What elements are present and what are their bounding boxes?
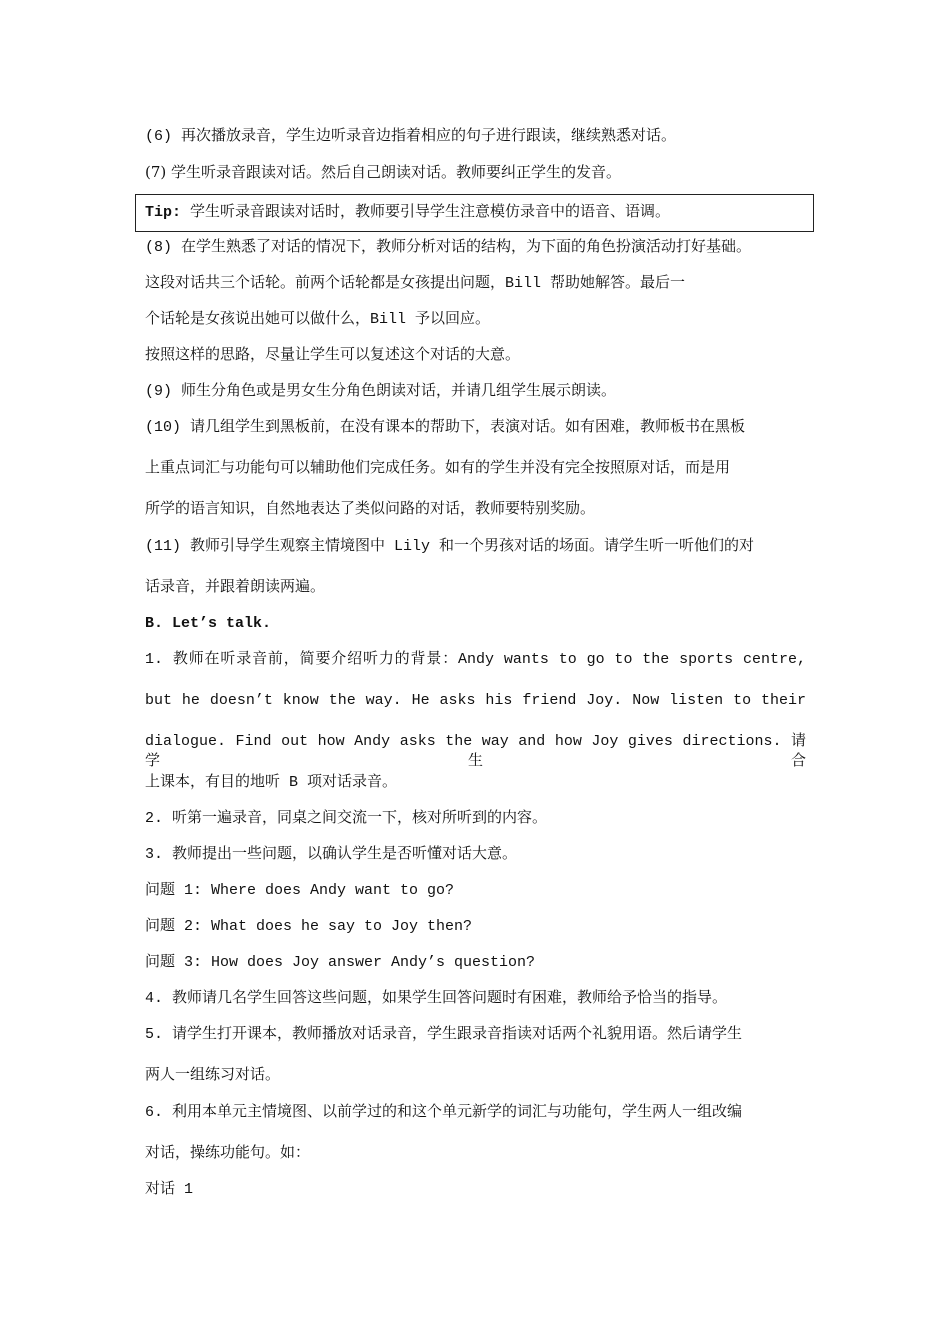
tip-box xyxy=(135,194,814,232)
text-line-11: (11) 教师引导学生观察主情境图中 Lily 和一个男孩对话的场面。请学生听一听他们的对 xyxy=(145,538,755,555)
section-heading: B. Let’s talk. xyxy=(145,615,272,632)
text-line-8b: 这段对话共三个话轮。前两个话轮都是女孩提出问题，Bill 帮助她解答。最后一 xyxy=(145,275,686,292)
text-line-11b: 话录音，并跟着朗读两遍。 xyxy=(145,579,326,596)
text-line-b3: 3. 教师提出一些问题，以确认学生是否听懂对话大意。 xyxy=(145,846,518,863)
dialogue-1-label: 对话 1 xyxy=(145,1181,194,1198)
text-line-b5: 5. 请学生打开课本，教师播放对话录音，学生跟录音指读对话两个礼貌用语。然后请学生 xyxy=(145,1026,743,1043)
tip-label: Tip: xyxy=(145,204,182,221)
text-line-10b: 上重点词汇与功能句可以辅助他们完成任务。如有的学生并没有完全按照原对话，而是用 xyxy=(145,460,731,477)
text-line-b1d: 上课本，有目的地听 B 项对话录音。 xyxy=(145,774,398,791)
text-line-b6b: 对话，操练功能句。如： xyxy=(145,1145,311,1162)
text-line-10: (10) 请几组学生到黑板前，在没有课本的帮助下，表演对话。如有困难，教师板书在黑板 xyxy=(145,419,746,436)
text-line-6: (6) 再次播放录音，学生边听录音边指着相应的句子进行跟读，继续熟悉对话。 xyxy=(145,128,677,145)
text-line-b4: 4. 教师请几名学生回答这些问题，如果学生回答问题时有困难，教师给予恰当的指导。 xyxy=(145,990,728,1007)
question-3: 问题 3: How does Joy answer Andy’s question? xyxy=(145,954,536,971)
text-line-8c: 个话轮是女孩说出她可以做什么，Bill 予以回应。 xyxy=(145,311,491,328)
question-1: 问题 1: Where does Andy want to go? xyxy=(145,882,455,899)
text-line-8d: 按照这样的思路，尽量让学生可以复述这个对话的大意。 xyxy=(145,347,521,364)
text-line-b5b: 两人一组练习对话。 xyxy=(145,1067,281,1084)
text-line-9: (9) 师生分角色或是男女生分角色朗读对话，并请几组学生展示朗读。 xyxy=(145,383,617,400)
text-line-b1c: dialogue. Find out how Andy asks the way and how Joy gives directions. 请学生合 xyxy=(145,733,806,770)
text-line-10c: 所学的语言知识，自然地表达了类似问路的对话，教师要特别奖励。 xyxy=(145,501,596,518)
text-line-b6: 6. 利用本单元主情境图、以前学过的和这个单元新学的词汇与功能句，学生两人一组改编 xyxy=(145,1104,743,1121)
text-line-8: (8) 在学生熟悉了对话的情况下，教师分析对话的结构，为下面的角色扮演活动打好基础。 xyxy=(145,239,752,256)
question-2: 问题 2: What does he say to Joy then? xyxy=(145,918,473,935)
text-line-b1b: but he doesn’t know the way. He asks his friend Joy. Now listen to their xyxy=(145,692,806,709)
tip-text-line xyxy=(145,203,670,223)
text-line-7: (7) 学生听录音跟读对话。然后自己朗读对话。教师要纠正学生的发音。 xyxy=(145,163,622,181)
text-line-b2: 2. 听第一遍录音，同桌之间交流一下，核对所听到的内容。 xyxy=(145,810,548,827)
tip-content: 学生听录音跟读对话时，教师要引导学生注意模仿录音中的语音、语调。 xyxy=(181,204,671,221)
text-line-b1: 1. 教师在听录音前，简要介绍听力的背景：Andy wants to go to the sports centre, xyxy=(145,651,806,668)
